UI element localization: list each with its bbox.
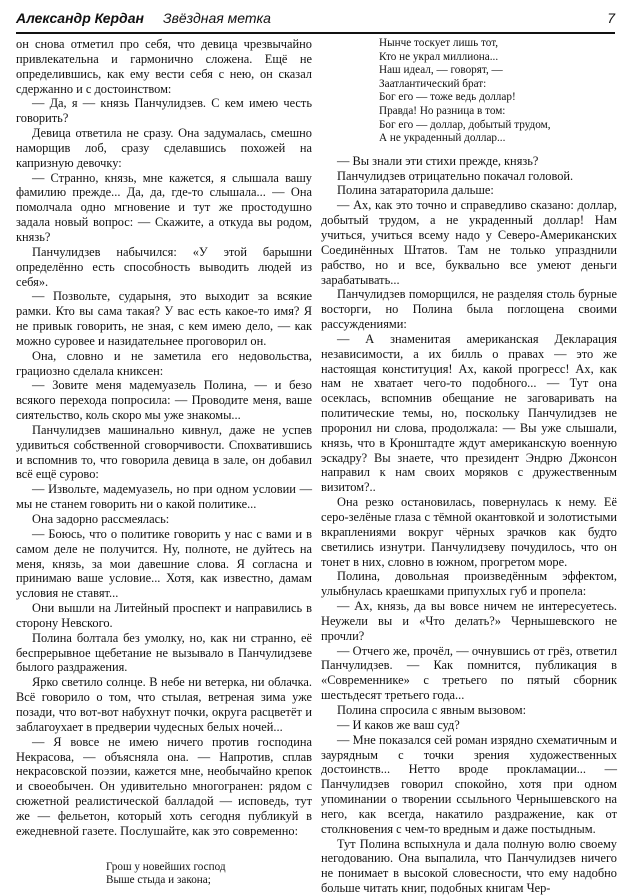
paragraph: — Странно, князь, мне кажется, я слышала вашу фамилию прежде... Да, да, где-то слышала... — Она помолчала одно мгновение и тут же простодушно задала новый вопрос: — Скажите, а откуда вы родом, князь? (16, 170, 312, 244)
poem-stanza (16, 861, 312, 888)
paragraph: — Извольте, мадемуазель, но при одном условии — мы не станем говорить ни о какой политике... (16, 482, 312, 512)
header-author: Александр Кердан (16, 10, 144, 26)
right-column (321, 37, 617, 896)
paragraph: Панчулидзев машинально кивнул, даже не успев удивиться собственной сговорчивости. Спохватившись и вспомнив то, что говорила девица в зале, он добавил всё ещё сурово: (16, 422, 312, 482)
paragraph: Полина затараторила дальше: (337, 183, 494, 198)
poem-line: Нынче тоскует лишь тот, (379, 37, 499, 49)
poem-line: Заатлантический брат: (379, 77, 487, 90)
poem-line: Бог его — тоже ведь доллар! (379, 91, 516, 104)
paragraph: Она резко остановилась, повернулась к нему. Её серо-зелёные глаза с тёмной окантовкой и золотистыми вкраплениями вокруг чёрных зрачков как будто светились изнутри. Панчулидзеву почудилось, что он тонет в них, словно в южном, прогретом море. (321, 495, 617, 569)
paragraph: — Мне показался сей роман изрядно схематичным и заурядным с точки зрения художественных достоинств... Нетто вроде прокламации... — Панчулидзев говорил спокойно, хотя при одном упоминании о творении ссыльного Чернышевского на него, как всегда, накатило раздражение, как от столкновения с чем-то вредным и даже постыдным. (321, 732, 617, 836)
paragraph: Тут Полина вспыхнула и дала полную волю своему негодованию. Она выпалила, что Панчулидзев ничего не понимает в высокой словесности, что ему надобно больше читать книг, подобных книгам Чер- (321, 836, 617, 896)
page-number: 7 (607, 10, 615, 26)
paragraph: — Зовите меня мадемуазель Полина, — и безо всякого перехода попросила: — Проводите меня, ваше сиятельство, коль скоро мы уже знакомы... (16, 378, 312, 423)
paragraph: — Боюсь, что о политике говорить у нас с вами и в самом деле не получится. Ну, полноте, не дуйтесь на меня, князь, за мои давешние слова. Я согласна и принимаю ваше условие... Хотя, как известно, дамам условия не ставят... (16, 526, 312, 601)
paragraph: Они вышли на Литейный проспект и направились в сторону Невского. (16, 601, 312, 630)
running-header (16, 6, 615, 34)
left-column (16, 37, 312, 888)
poem-line: А не украденный доллар... (379, 132, 506, 145)
paragraph: — Ах, князь, да вы вовсе ничем не интересуетесь. Неужели вы и «Что делать?» Чернышевского не прочли? (321, 599, 617, 643)
poem-line: Грош у новейших господ (106, 860, 226, 873)
paragraph: Полина, довольная произведённым эффектом, улыбнулась краешками припухлых губ и пропела: (321, 569, 617, 599)
paragraph: — Позвольте, сударыня, это выходит за всякие рамки. Кто вы сама такая? У вас есть какое-то имя? Я не привык говорить, не зная, с кем имею дело, — как можно суровее и назидательнее проговорил он. (16, 289, 312, 348)
paragraph: Она, словно и не заметила его недовольства, грациозно сделала книксен: (16, 348, 312, 378)
paragraph: Панчулидзев поморщился, не разделяя столь бурные восторги, но Полина была поглощена своими рассуждениями: (321, 287, 617, 332)
paragraph: Ярко светило солнце. В небе ни ветерка, ни облачка. Всё говорило о том, что стылая, ветреная зима уже позади, что вот-вот набухнут почки, округа расцветёт и заблагоухает в предверии чудесных белых ночей... (16, 675, 312, 734)
paragraph: Она задорно рассмеялась: (32, 512, 170, 526)
header-book-title: Звёздная метка (163, 10, 271, 26)
paragraph: — Ах, как это точно и справедливо сказано: доллар, добытый трудом, а не украденный доллар! Нам учиться, учиться всему надо у Северо-Американских Соединённых Штатов. Там не только упразднили рабство, но и все, буквально все умеют деньги зарабатывать... (321, 198, 617, 287)
paragraph: — Я вовсе не имею ничего против господина Некрасова, — объясняла она. — Напротив, сплав некрасовской поэзии, кажется мне, необычайно крепок и своеобычен. Он удивительно многогранен: рядом с сюжетной реалистической балладой — исповедь, тут же — фельетон, который хоть сегодня публикуй в ежедневной газете. Послушайте, как это современно: (16, 734, 312, 838)
paragraph: — Да, я — князь Панчулидзев. С кем имею честь говорить? (16, 96, 312, 126)
poem-line: Выше стыда и закона; (106, 874, 211, 887)
paragraph: — А знаменитая американская Декларация независимости, а их билль о правах — это же настоящая конституция! Ах, какой прогресс! Ах, как нам не хватает чего-то подобного... — Тут она осеклась, вспомнив обещание не заговаривать на политические темы, но, поскольку Панчулидзев не проронил ни слова, продолжала: — Вы уже слышали, князь, что в Кронштадте ждут американскую военную эскадру? Вы знаете, что президент Эндрю Джонсон направил к нам своих моряков с дружественным визитом?.. (321, 331, 617, 495)
paragraph: Панчулидзев набычился: «У этой барышни определённо есть способность выводить людей из себя». (16, 244, 312, 289)
poem-line: Бог его — доллар, добытый трудом, (379, 118, 551, 131)
paragraph: Полина болтала без умолку, но, как ни странно, её беспрерывное щебетание не вызывало в Панчулидзеве былого раздражения. (16, 630, 312, 675)
poem-line: Кто не украл миллиона... (379, 50, 499, 63)
paragraph: Панчулидзев отрицательно покачал головой. (337, 168, 574, 183)
paragraph: — И каков же ваш суд? (337, 717, 460, 732)
paragraph: — Вы знали эти стихи прежде, князь? (337, 153, 539, 168)
poem-stanza (321, 37, 617, 146)
paragraph: он снова отметил про себя, что девица чрезвычайно привлекательна и гармонично сложена. Ещё не определившись, как ему вести себя с нею, он сказал сдержанно и с достоинством: (16, 37, 312, 96)
paragraph: — Отчего же, прочёл, — очнувшись от грёз, ответил Панчулидзев. — Как помнится, публикация в «Современнике» с третьего по пятый сборник шестьдесят третьего года... (321, 643, 617, 703)
poem-line: Правда! Но разница в том: (379, 104, 506, 117)
paragraph: Полина спросила с явным вызовом: (337, 702, 527, 717)
poem-line: Наш идеал, — говорят, — (379, 64, 503, 77)
paragraph: Девица ответила не сразу. Она задумалась, смешно наморщив лоб, сразу сделавшись похожей на капризную девочку: (16, 126, 312, 170)
